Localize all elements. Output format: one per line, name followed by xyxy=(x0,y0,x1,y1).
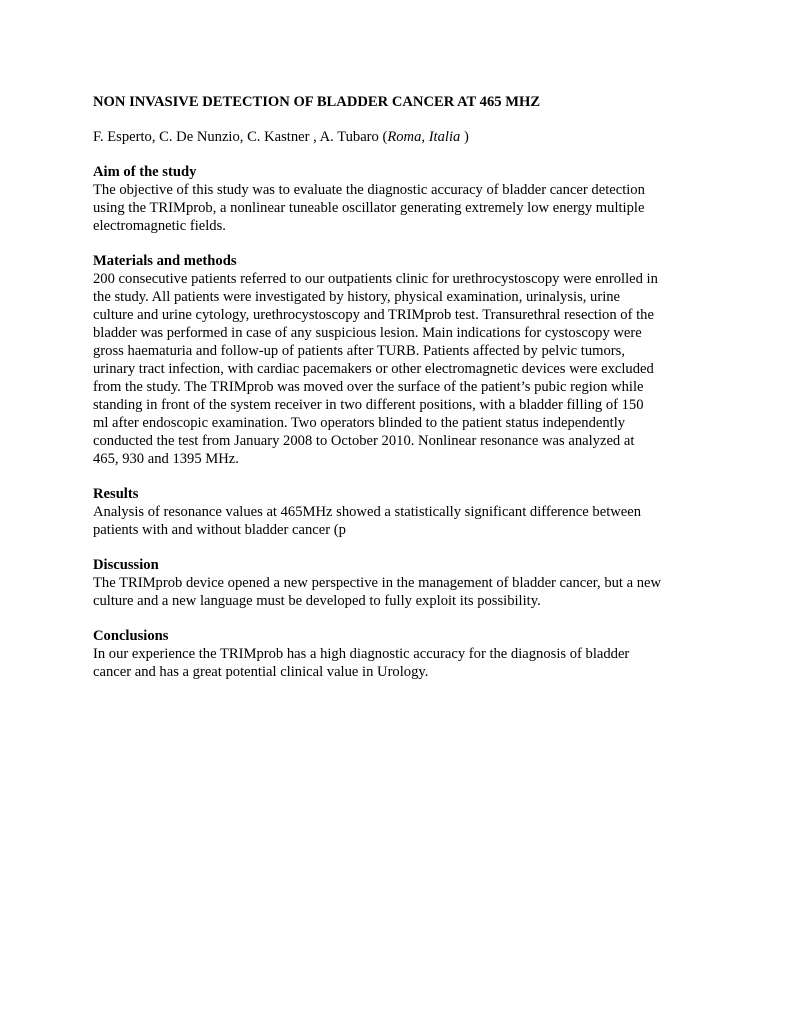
section-body xyxy=(93,270,703,468)
section-materials-methods xyxy=(93,252,703,468)
text-line: bladder was performed in case of any suspicious lesion. Main indications for cystoscopy were xyxy=(93,325,642,341)
text-line: culture and urine cytology, urethrocystoscopy and TRIMprob test. Transurethral resection of the xyxy=(93,307,654,323)
text-line: the study. All patients were investigated by history, physical examination, urinalysis, urine xyxy=(93,289,621,305)
text-line: cancer and has a great potential clinical value in Urology. xyxy=(93,664,429,680)
section-conclusions xyxy=(93,627,703,681)
section-body xyxy=(93,503,703,539)
text-line: 200 consecutive patients referred to our outpatients clinic for urethrocystoscopy were enrolled in xyxy=(93,271,658,287)
author-location: Roma, Italia xyxy=(387,129,461,145)
text-line: gross haematuria and follow-up of patients after TURB. Patients affected by pelvic tumors, xyxy=(93,343,625,359)
text-line: urinary tract infection, with cardiac pacemakers or other electromagnetic devices were excluded xyxy=(93,361,654,377)
text-line: standing in front of the system receiver in two different positions, with a bladder filling of 150 xyxy=(93,397,644,413)
section-heading: Conclusions xyxy=(93,628,169,644)
text-line: Analysis of resonance values at 465MHz showed a statistically significant difference between xyxy=(93,504,642,520)
section-aim xyxy=(93,163,703,235)
text-line: ml after endoscopic examination. Two operators blinded to the patient status independently xyxy=(93,415,626,431)
text-line: The objective of this study was to evaluate the diagnostic accuracy of bladder cancer detection xyxy=(93,182,645,198)
section-body xyxy=(93,574,703,610)
author-names: F. Esperto, C. De Nunzio, C. Kastner , A. Tubaro ( xyxy=(93,129,388,145)
section-body xyxy=(93,181,703,235)
document-content xyxy=(93,93,703,698)
author-line-suffix: ) xyxy=(460,129,469,145)
text-line: culture and a new language must be developed to fully exploit its possibility. xyxy=(93,593,541,609)
section-heading: Discussion xyxy=(93,557,159,573)
section-body xyxy=(93,645,703,681)
text-line: using the TRIMprob, a nonlinear tuneable oscillator generating extremely low energy multiple xyxy=(93,200,645,216)
text-line: from the study. The TRIMprob was moved over the surface of the patient’s pubic region while xyxy=(93,379,644,395)
section-discussion xyxy=(93,556,703,610)
author-line xyxy=(93,128,703,146)
text-line: 465, 930 and 1395 MHz. xyxy=(93,451,239,467)
text-line: conducted the test from January 2008 to October 2010. Nonlinear resonance was analyzed at xyxy=(93,433,635,449)
text-line: In our experience the TRIMprob has a high diagnostic accuracy for the diagnosis of bladder xyxy=(93,646,630,662)
section-results xyxy=(93,485,703,539)
text-line: The TRIMprob device opened a new perspective in the management of bladder cancer, but a new xyxy=(93,575,662,591)
text-line: patients with and without bladder cancer (p xyxy=(93,522,346,538)
section-heading: Materials and methods xyxy=(93,253,237,269)
text-line: electromagnetic fields. xyxy=(93,218,226,234)
section-heading: Aim of the study xyxy=(93,164,197,180)
section-heading: Results xyxy=(93,486,139,502)
document-title: NON INVASIVE DETECTION OF BLADDER CANCER AT 465 MHZ xyxy=(93,94,541,110)
